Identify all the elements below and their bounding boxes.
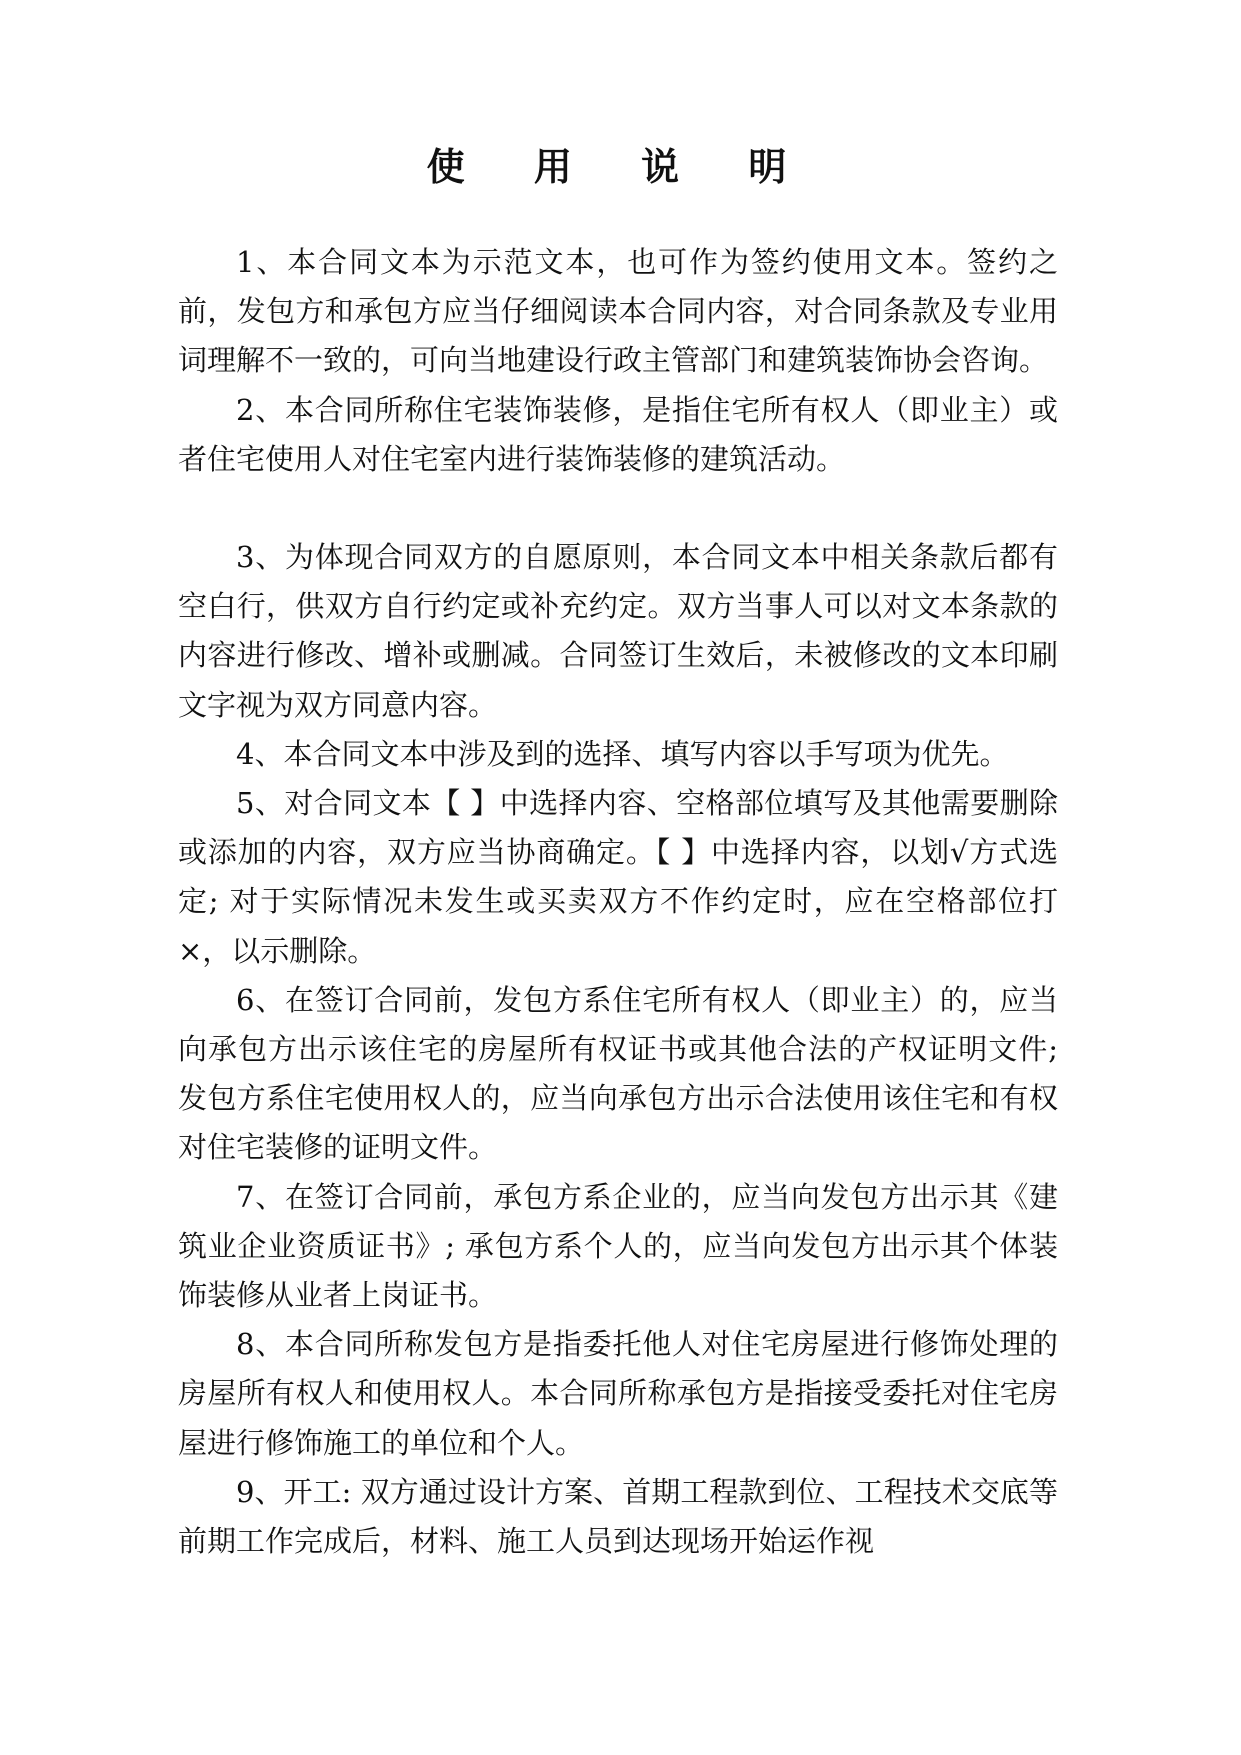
paragraph-5: 5、对合同文本【 】中选择内容、空格部位填写及其他需要删除或添加的内容，双方应当协商确定。【 】中选择内容，以划√方式选定; 对于实际情况未发生或买卖双方不作约定时，应在空格部位打×，以示删除。	[178, 786, 1058, 968]
page-title: 使 用 说 明	[426, 144, 815, 189]
paragraph-8: 8、本合同所称发包方是指委托他人对住宅房屋进行修饰处理的房屋所有权人和使用权人。本合同所称承包方是指接受委托对住宅房屋进行修饰施工的单位和个人。	[178, 1327, 1058, 1460]
paragraph-1: 1、本合同文本为示范文本，也可作为签约使用文本。签约之前，发包方和承包方应当仔细阅读本合同内容，对合同条款及专业用词理解不一致的，可向当地建设行政主管部门和建筑装饰协会咨询。	[178, 245, 1058, 378]
paragraph-9: 9、开工: 双方通过设计方案、首期工程款到位、工程技术交底等前期工作完成后，材料、施工人员到达现场开始运作视	[178, 1474, 1058, 1559]
paragraph-3: 3、为体现合同双方的自愿原则，本合同文本中相关条款后都有空白行，供双方自行约定或补充约定。双方当事人可以对文本条款的内容进行修改、增补或删减。合同签订生效后，未被修改的文本印刷文字视为双方同意内容。	[178, 540, 1058, 722]
paragraph-7: 7、在签订合同前，承包方系企业的，应当向发包方出示其《建筑业企业资质证书》; 承包方系个人的，应当向发包方出示其个体装饰装修从业者上岗证书。	[178, 1179, 1058, 1313]
paragraph-4: 4、本合同文本中涉及到的选择、填写内容以手写项为优先。	[236, 736, 1009, 771]
paragraph-6: 6、在签订合同前，发包方系住宅所有权人（即业主）的，应当向承包方出示该住宅的房屋所有权证书或其他合法的产权证明文件; 发包方系住宅使用权人的，应当向承包方出示合法使用该住宅和有权对住宅装修的证明文件。	[178, 982, 1058, 1165]
instructions-body	[178, 238, 1058, 1566]
paragraph-2: 2、本合同所称住宅装饰装修，是指住宅所有权人（即业主）或者住宅使用人对住宅室内进行装饰装修的建筑活动。	[178, 392, 1058, 476]
